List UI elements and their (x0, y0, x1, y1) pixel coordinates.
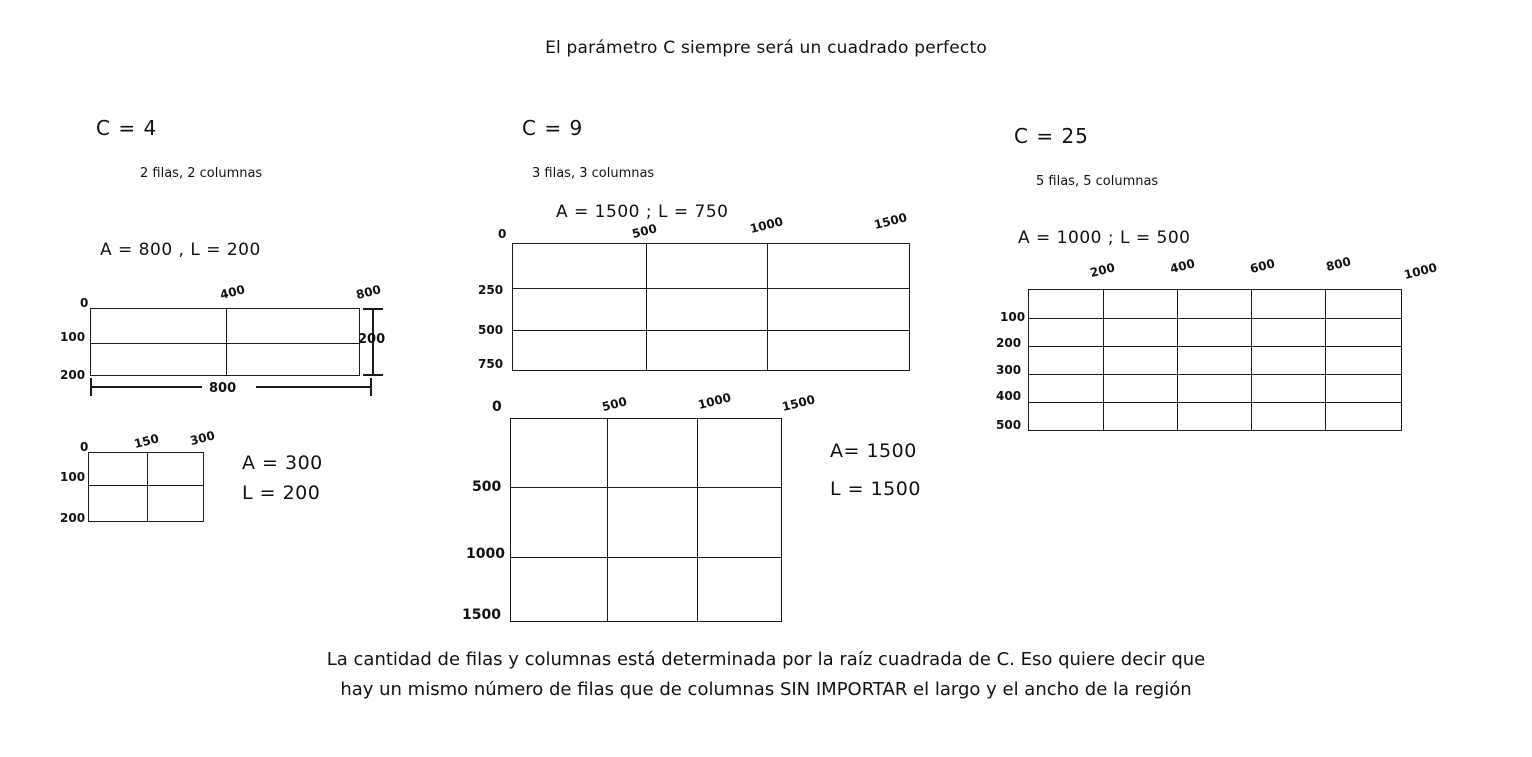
grid-c4-ex2 (88, 452, 204, 522)
xtick-c9-ex2-0: 0 (492, 399, 502, 415)
grid-line-vertical (767, 244, 768, 370)
xtick-c9-ex2-3: 1500 (780, 392, 817, 414)
xtick-c4-ex1-0: 0 (80, 296, 89, 310)
xtick-c25-0: 200 (1088, 260, 1117, 280)
grid-line-vertical (607, 419, 608, 621)
grid-line-vertical (1325, 290, 1326, 430)
page-title: El parámetro C siempre será un cuadrado perfecto (545, 38, 987, 58)
grid-line-horizontal (1029, 374, 1401, 375)
grid-line-vertical (697, 419, 698, 621)
section-sublabel-c4: 2 filas, 2 columnas (140, 166, 263, 181)
xtick-c9-ex1-2: 1000 (748, 214, 785, 236)
footer-caption-line2: hay un mismo número de filas que de columnas SIN IMPORTAR el largo y el ancho de la región (340, 679, 1192, 700)
xtick-c9-ex2-2: 1000 (696, 390, 733, 412)
ytick-c4-ex1-2: 200 (60, 368, 86, 382)
grid-line-vertical (147, 453, 148, 521)
grid-line-vertical (1177, 290, 1178, 430)
height-annotation-c4-ex1: 200 (358, 332, 386, 347)
section-label-c9: C = 9 (522, 116, 584, 140)
grid-line-vertical (1103, 290, 1104, 430)
footer-caption (0, 645, 1532, 705)
xtick-c9-ex1-3: 1500 (872, 210, 909, 232)
grid-c4-ex1 (90, 308, 360, 376)
bracket-bottom-tick (363, 374, 383, 376)
ytick-c4-ex2-1: 100 (60, 470, 86, 484)
section-label-c25: C = 25 (1014, 124, 1089, 148)
xtick-c9-ex2-1: 500 (600, 394, 629, 414)
section-label-c4: C = 4 (96, 116, 158, 140)
section-sublabel-c25: 5 filas, 5 columnas (1036, 174, 1159, 189)
xtick-c4-ex1-1: 400 (218, 282, 247, 302)
ytick-c4-ex1-1: 100 (60, 330, 86, 344)
grid-line-vertical (646, 244, 647, 370)
width-annotation-c4-ex1: 800 (209, 381, 237, 396)
l-value-c4-ex2: L = 200 (242, 482, 321, 504)
xtick-c4-ex2-1: 150 (132, 431, 161, 451)
grid-line-horizontal (1029, 318, 1401, 319)
xtick-c4-ex1-2: 800 (354, 282, 383, 302)
section-sublabel-c9: 3 filas, 3 columnas (532, 166, 655, 181)
xtick-c25-2: 600 (1248, 256, 1277, 276)
ytick-c25-0: 100 (1000, 310, 1026, 324)
width-bracket-right (370, 378, 372, 396)
ytick-c4-ex2-2: 200 (60, 511, 86, 525)
grid-line-horizontal (513, 288, 909, 289)
width-bracket-line-right (256, 386, 372, 388)
a-value-c9-ex2: A= 1500 (830, 440, 917, 462)
grid-line-vertical (1251, 290, 1252, 430)
al-label-c9-ex1: A = 1500 ; L = 750 (556, 202, 729, 222)
ytick-c9-ex2-1: 500 (472, 479, 502, 495)
xtick-c4-ex2-0: 0 (80, 440, 89, 454)
xtick-c25-1: 400 (1168, 256, 1197, 276)
xtick-c4-ex2-2: 300 (188, 428, 217, 448)
l-value-c9-ex2: L = 1500 (830, 478, 921, 500)
grid-line-vertical (226, 309, 227, 375)
xtick-c25-3: 800 (1324, 254, 1353, 274)
grid-c9-ex1 (512, 243, 910, 371)
grid-c25 (1028, 289, 1402, 431)
grid-line-horizontal (511, 557, 781, 558)
ytick-c25-1: 200 (996, 336, 1022, 350)
grid-line-horizontal (89, 485, 203, 486)
ytick-c25-2: 300 (996, 363, 1022, 377)
grid-c9-ex2 (510, 418, 782, 622)
ytick-c9-ex1-2: 500 (478, 323, 504, 337)
grid-line-horizontal (91, 343, 359, 344)
ytick-c9-ex1-3: 750 (478, 357, 504, 371)
ytick-c25-4: 500 (996, 418, 1022, 432)
xtick-c9-ex1-0: 0 (498, 227, 507, 241)
xtick-c9-ex1-1: 500 (630, 221, 659, 241)
grid-line-horizontal (511, 487, 781, 488)
al-label-c4-ex1: A = 800 , L = 200 (100, 240, 261, 260)
ytick-c9-ex1-1: 250 (478, 283, 504, 297)
grid-line-horizontal (513, 330, 909, 331)
grid-line-horizontal (1029, 346, 1401, 347)
ytick-c25-3: 400 (996, 389, 1022, 403)
width-bracket-line-left (92, 386, 202, 388)
a-value-c4-ex2: A = 300 (242, 452, 323, 474)
footer-caption-line1: La cantidad de filas y columnas está determinada por la raíz cuadrada de C. Eso quiere decir que (326, 649, 1206, 670)
ytick-c9-ex2-3: 1500 (462, 607, 501, 623)
ytick-c9-ex2-2: 1000 (466, 546, 505, 562)
xtick-c25-4: 1000 (1402, 260, 1439, 282)
al-label-c25: A = 1000 ; L = 500 (1018, 228, 1191, 248)
grid-line-horizontal (1029, 402, 1401, 403)
